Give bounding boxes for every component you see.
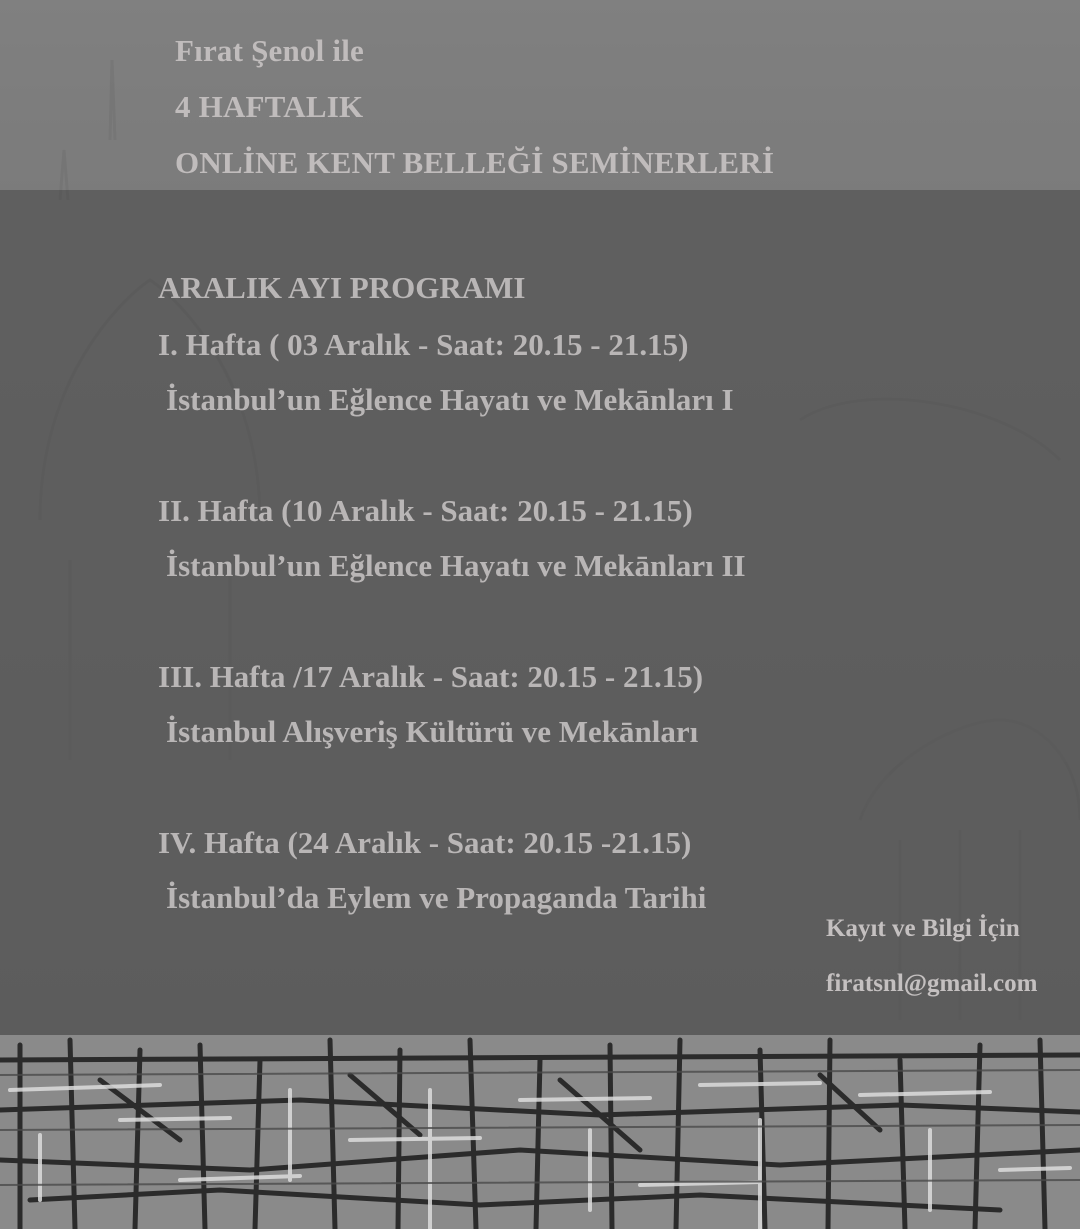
- program-title: ARALIK AYI PROGRAMI: [158, 270, 526, 305]
- week-1: [158, 325, 878, 420]
- contact-label: Kayıt ve Bilgi İçin: [826, 915, 1020, 942]
- header-duration-line: 4 HAFTALIK: [175, 89, 364, 124]
- week-heading: IV. Hafta (24 Aralık - Saat: 20.15 -21.15): [158, 825, 692, 860]
- header-host-line: Fırat Şenol ile: [175, 33, 364, 68]
- week-topic: İstanbul’un Eğlence Hayatı ve Mekānları II: [166, 548, 746, 583]
- header-seminar-title: ONLİNE KENT BELLEĞİ SEMİNERLERİ: [175, 145, 775, 180]
- week-heading: II. Hafta (10 Aralık - Saat: 20.15 - 21.15): [158, 493, 693, 528]
- week-topic: İstanbul Alışveriş Kültürü ve Mekānları: [166, 714, 699, 749]
- week-heading: I. Hafta ( 03 Aralık - Saat: 20.15 - 21.15): [158, 327, 689, 362]
- week-2: [158, 491, 878, 586]
- week-topic: İstanbul’un Eğlence Hayatı ve Mekānları I: [166, 382, 734, 417]
- week-topic: İstanbul’da Eylem ve Propaganda Tarihi: [166, 880, 707, 915]
- week-heading: III. Hafta /17 Aralık - Saat: 20.15 - 21.15): [158, 659, 704, 694]
- week-3: [158, 657, 878, 752]
- contact-email[interactable]: firatsnl@gmail.com: [826, 970, 1038, 997]
- week-4: [158, 823, 878, 918]
